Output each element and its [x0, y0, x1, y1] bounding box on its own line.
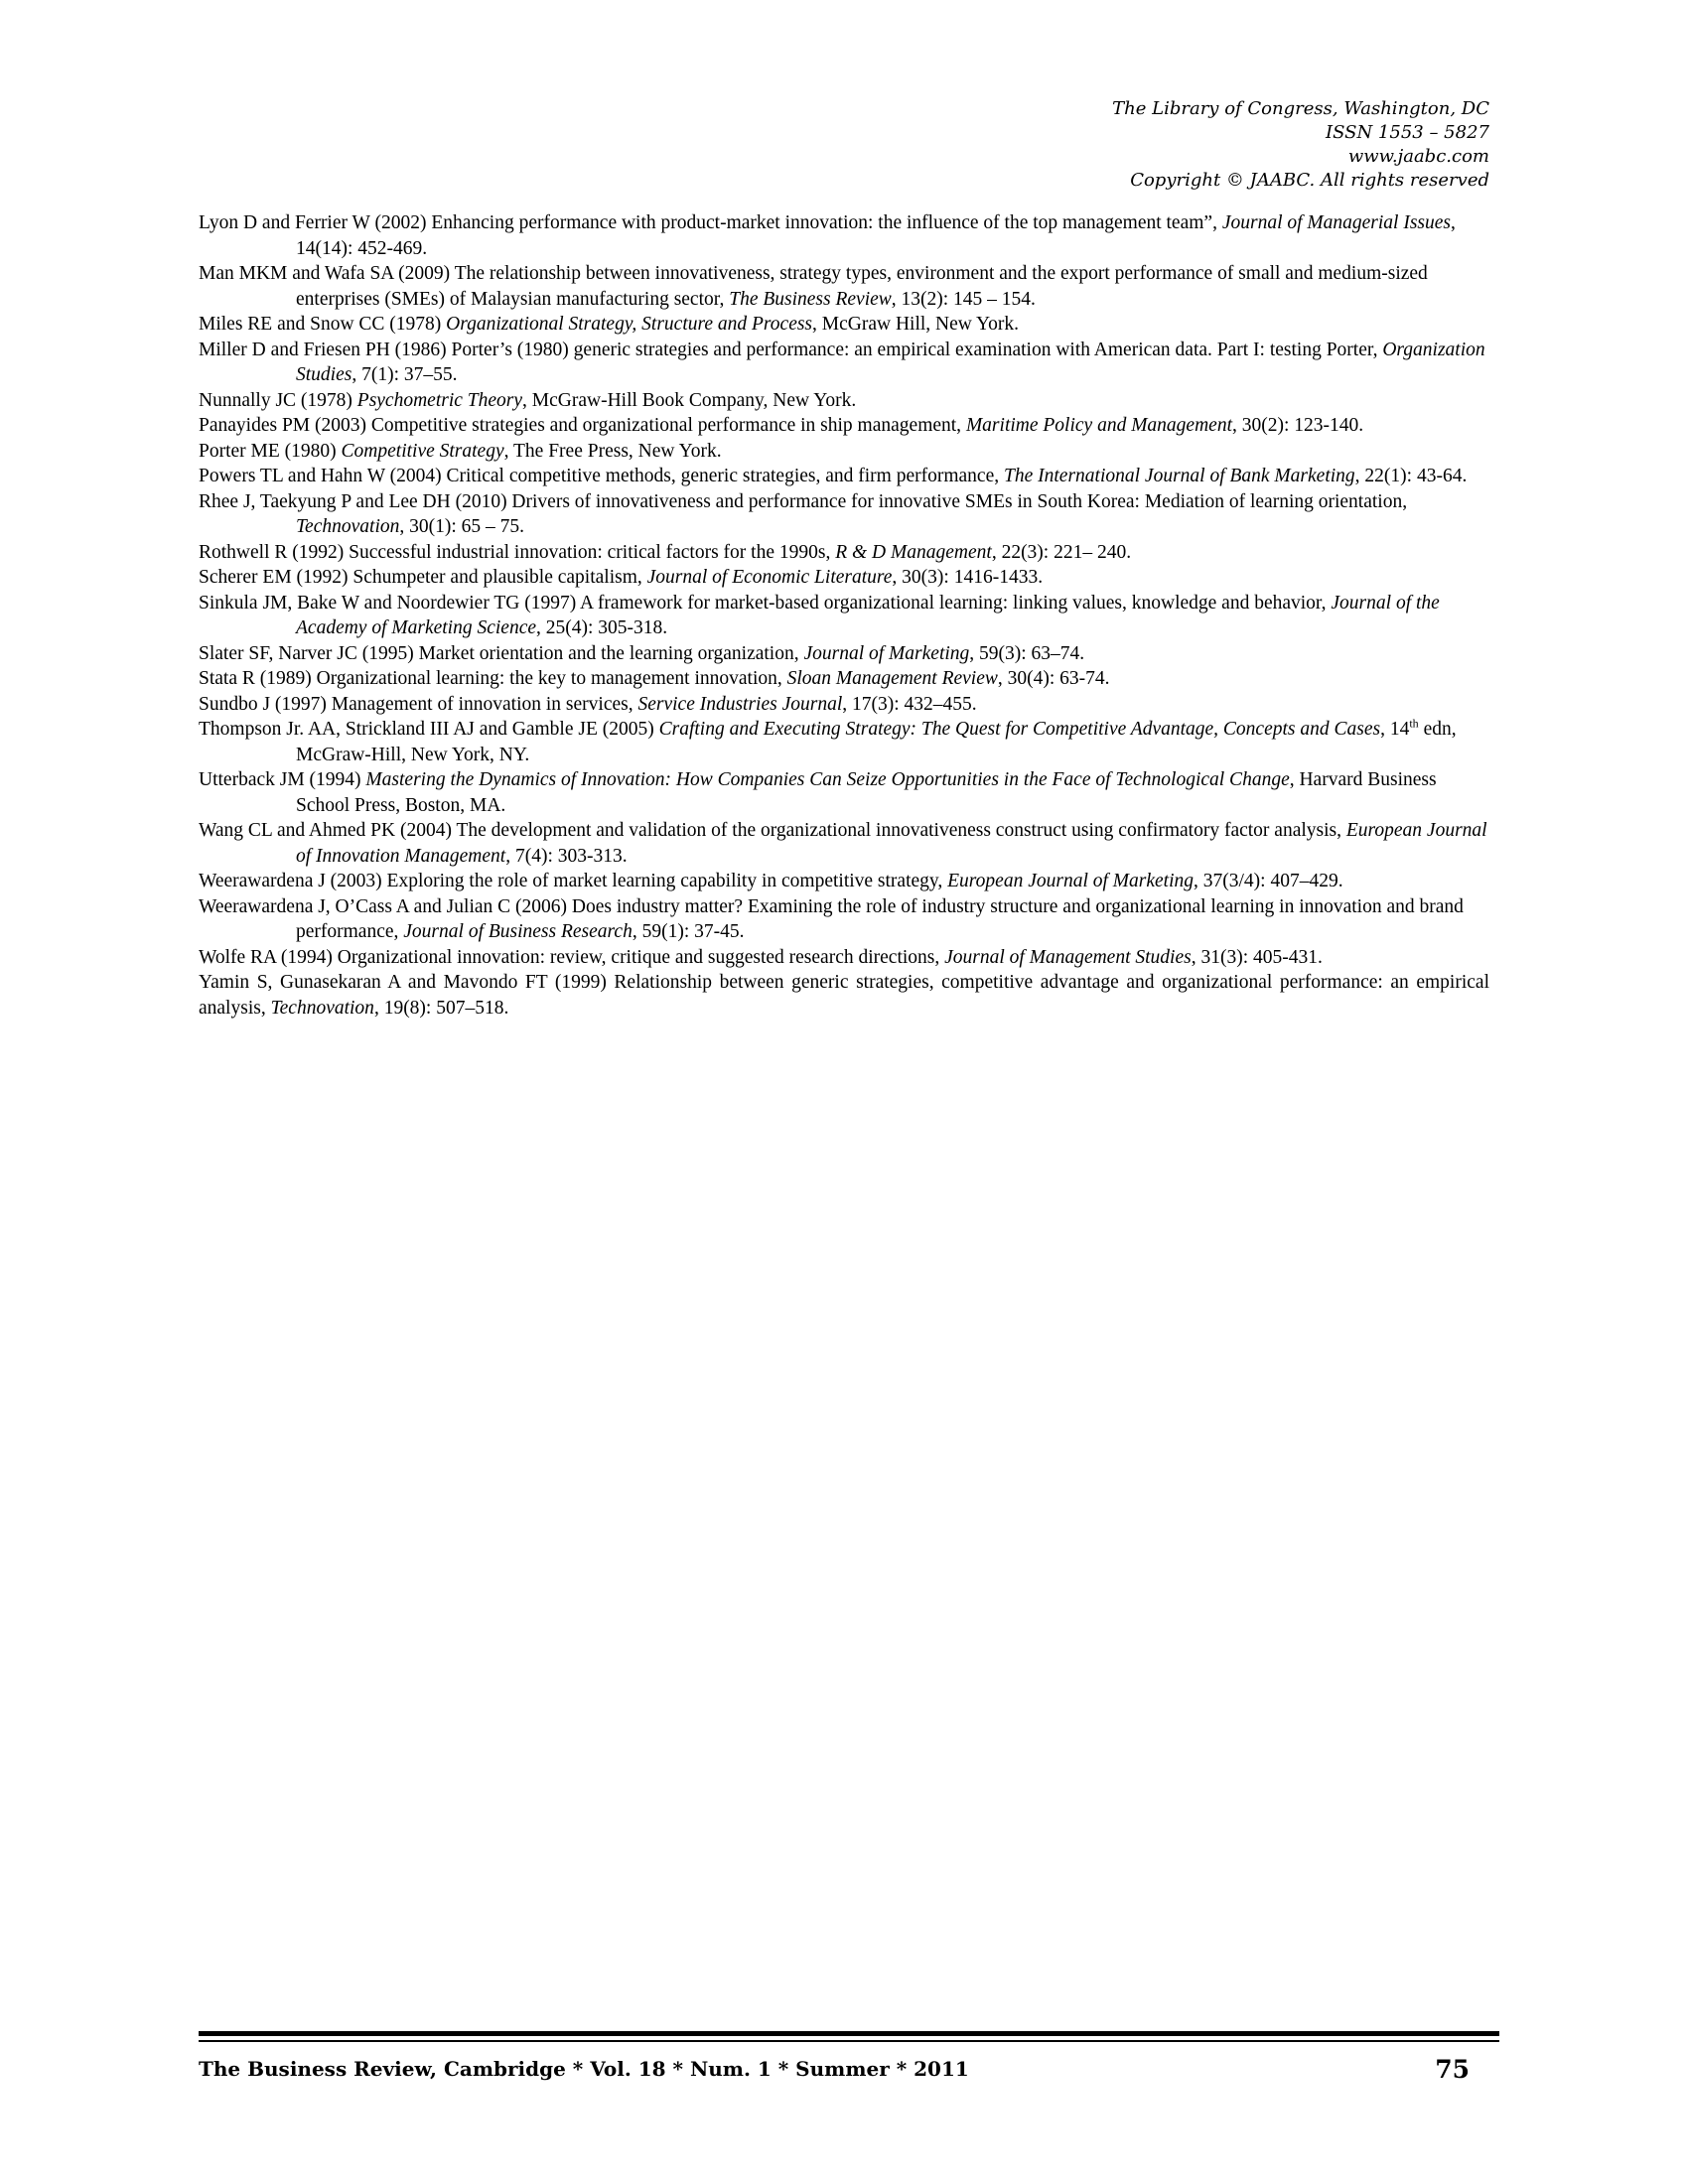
reference-item: Panayides PM (2003) Competitive strategies and organizational performance in ship management, Maritime Policy and Management, 30(2): 123-140. [199, 415, 1364, 436]
reference-item: Sinkula JM, Bake W and Noordewier TG (1997) A framework for market-based organizational learning: linking values, knowledge and behavior, Journal of the Academy of Marketing Science, 25(4): 305-318. [199, 592, 1440, 638]
reference-item: Sundbo J (1997) Management of innovation in services, Service Industries Journal, 17(3): 432–455. [199, 693, 977, 715]
reference-item: Wolfe RA (1994) Organizational innovation: review, critique and suggested research directions, Journal of Management Studies, 31(3): 405-431. [199, 946, 1323, 968]
reference-item: Weerawardena J (2003) Exploring the role of market learning capability in competitive strategy, European Journal of Marketing, 37(3/4): 407–429. [199, 871, 1343, 891]
header-library: The Library of Congress, Washington, DC [1112, 98, 1489, 119]
header-issn: ISSN 1553 – 5827 [1326, 122, 1489, 143]
reference-list [199, 210, 1489, 1021]
reference-item: Scherer EM (1992) Schumpeter and plausible capitalism, Journal of Economic Literature, 30(3): 1416-1433. [199, 567, 1044, 588]
footer-rule-thin [199, 2040, 1499, 2042]
footer-journal: The Business Review, Cambridge * Vol. 18 * Num. 1 * Summer * 2011 [199, 2057, 969, 2081]
footer-rule [199, 2031, 1499, 2036]
reference-item: Slater SF, Narver JC (1995) Market orientation and the learning organization, Journal of Marketing, 59(3): 63–74. [199, 642, 1085, 664]
reference-item: Powers TL and Hahn W (2004) Critical competitive methods, generic strategies, and firm performance, The International Journal of Bank Marketing, 22(1): 43-64. [199, 466, 1468, 486]
header-website: www.jaabc.com [1347, 146, 1489, 167]
reference-item: Miles RE and Snow CC (1978) Organizational Strategy, Structure and Process, McGraw Hill, New York. [199, 314, 1020, 335]
reference-item: Rothwell R (1992) Successful industrial innovation: critical factors for the 1990s, R & D Management, 22(3): 221– 240. [199, 541, 1132, 563]
reference-item: Man MKM and Wafa SA (2009) The relationship between innovativeness, strategy types, environment and the export performance of small and medium-sized enterprises (SMEs) of Malaysian manufacturing sector, The Business Review, 13(2): 145 – 154. [199, 263, 1428, 310]
reference-item: Rhee J, Taekyung P and Lee DH (2010) Drivers of innovativeness and performance for innovative SMEs in South Korea: Mediation of learning orientation, Technovation, 30(1): 65 – 75. [199, 490, 1408, 537]
header-copyright: Copyright © JAABC. All rights reserved [1130, 170, 1489, 191]
reference-item: Miller D and Friesen PH (1986) Porter’s (1980) generic strategies and performance: an empirical examination with American data. Part I: testing Porter, Organization Studies, 7(1): 37–55. [199, 339, 1485, 385]
reference-item: Nunnally JC (1978) Psychometric Theory, McGraw-Hill Book Company, New York. [199, 389, 857, 411]
reference-item: Yamin S, Gunasekaran A and Mavondo FT (1999) Relationship between generic strategies, competitive advantage and organizational performance: an empirical analysis, Technovation, 19(8): 507–518. [199, 972, 1489, 1019]
running-header [894, 97, 1489, 193]
reference-item: Lyon D and Ferrier W (2002) Enhancing performance with product-market innovation: the influence of the top management team”, Journal of Managerial Issues, 14(14): 452-469. [199, 212, 1456, 259]
reference-item: Utterback JM (1994) Mastering the Dynamics of Innovation: How Companies Can Seize Opportunities in the Face of Technological Change, Harvard Business School Press, Boston, MA. [199, 769, 1437, 816]
running-footer [199, 2053, 1499, 2085]
reference-item: Thompson Jr. AA, Strickland III AJ and Gamble JE (2005) Crafting and Executing Strategy: The Quest for Competitive Advantage, Concepts and Cases, 14th edn, McGraw-Hill, New York, NY. [199, 716, 1457, 765]
reference-item: Stata R (1989) Organizational learning: the key to management innovation, Sloan Management Review, 30(4): 63-74. [199, 668, 1110, 689]
reference-item: Porter ME (1980) Competitive Strategy, The Free Press, New York. [199, 440, 722, 462]
reference-item: Wang CL and Ahmed PK (2004) The development and validation of the organizational innovativeness construct using confirmatory factor analysis, European Journal of Innovation Management, 7(4): 303-313. [199, 820, 1487, 867]
page-number: 75 [1435, 2055, 1470, 2084]
reference-item: Weerawardena J, O’Cass A and Julian C (2006) Does industry matter? Examining the role of industry structure and organizational learning in innovation and brand performance, Journal of Business Research, 59(1): 37-45. [199, 895, 1464, 942]
